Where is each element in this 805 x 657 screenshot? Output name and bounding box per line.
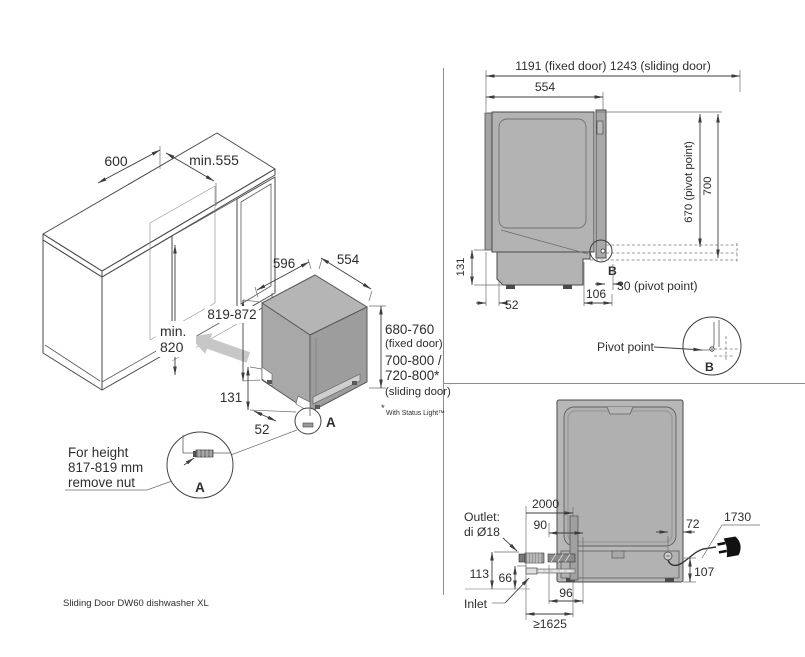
dim-pivot-offset-label: 30 (pivot point) [617, 279, 698, 293]
outlet-label-1: Outlet: [464, 510, 500, 524]
dim-front-offset-label: 106 [585, 287, 607, 301]
dim-inlet-height-label: 66 [498, 571, 512, 585]
inlet-label: Inlet [464, 597, 488, 611]
dim-cord-length-label: 1730 [724, 510, 752, 524]
sliding-door-label: (sliding door) [385, 386, 451, 398]
dim-width-label: 596 [272, 256, 296, 271]
dim-sliding-height-label-1: 700-800 / [385, 353, 442, 368]
dim-fixed-height-label: 680-760 [385, 322, 435, 337]
side-view [455, 59, 741, 375]
fixed-door-label: (fixed door) [385, 338, 443, 350]
dishwasher-side-profile [485, 110, 606, 289]
dim-cord-height-label: 107 [694, 565, 715, 579]
dim-plinth-depth-label: 52 [254, 422, 270, 437]
detail-marker-b-label: B [705, 360, 714, 374]
status-light-footnote: With Status Light™ [386, 410, 445, 417]
install-direction-arrow-icon [190, 333, 250, 362]
countertop [43, 133, 275, 277]
note-line-3: remove nut [68, 475, 135, 490]
note-line-1: For height [68, 445, 129, 460]
drain-hose [519, 553, 575, 563]
dim-cord-side-label: 72 [686, 517, 700, 531]
leveling-nut-icon [196, 450, 213, 457]
dim-plinth-height-side-label: 131 [455, 257, 467, 277]
pivot-point-label: Pivot point [597, 340, 654, 354]
dim-niche-depth-label: min.555 [189, 152, 239, 168]
left-cabinet [43, 236, 172, 390]
dim-niche-height-label-2: 820 [160, 339, 184, 355]
dim-niche-height-label-1: min. [160, 323, 187, 339]
dim-depth-side-label: 554 [534, 80, 556, 94]
dim-pivot-height-label: 670 (pivot point) [683, 141, 695, 223]
pivot-detail-circle [683, 317, 741, 375]
outlet-label-2: di Ø18 [464, 525, 500, 539]
dishwasher-unit [262, 275, 367, 412]
dim-outlet-height-label: 113 [469, 567, 489, 581]
dim-drain-length-label: 2000 [532, 497, 560, 511]
dim-depth-label: 554 [336, 252, 360, 267]
rear-view [464, 400, 760, 631]
note-line-2: 817-819 mm [68, 460, 144, 475]
dim-drain-side-label: 90 [533, 518, 547, 532]
dim-door-height-label: 700 [702, 176, 714, 196]
detail-a-label: A [195, 480, 205, 495]
dim-open-depth-label: 1191 (fixed door) 1243 (sliding door) [515, 59, 711, 73]
dim-sliding-height-label-2: 720-800* [385, 368, 440, 383]
marker-b-label: B [608, 264, 617, 278]
iso-view [43, 133, 451, 498]
power-plug-icon [717, 536, 742, 559]
dim-min-clearance-label: ≥1625 [533, 617, 567, 631]
dim-height-range-label: 819-872 [207, 307, 257, 322]
footnote-star: * [381, 403, 385, 414]
footer-caption: Sliding Door DW60 dishwasher XL [63, 598, 209, 609]
dim-hose-offset-label: 96 [559, 586, 573, 600]
detail-circle-a [167, 432, 233, 498]
inlet-hose [526, 568, 575, 574]
remove-nut-note [65, 445, 172, 490]
dim-plinth-height-label: 131 [219, 390, 243, 405]
detail-marker-a-circle [295, 408, 321, 434]
detail-marker-a-label: A [326, 415, 336, 430]
dim-counter-width-label: 600 [104, 153, 128, 169]
dim-plinth-depth-side-label: 52 [505, 298, 519, 312]
